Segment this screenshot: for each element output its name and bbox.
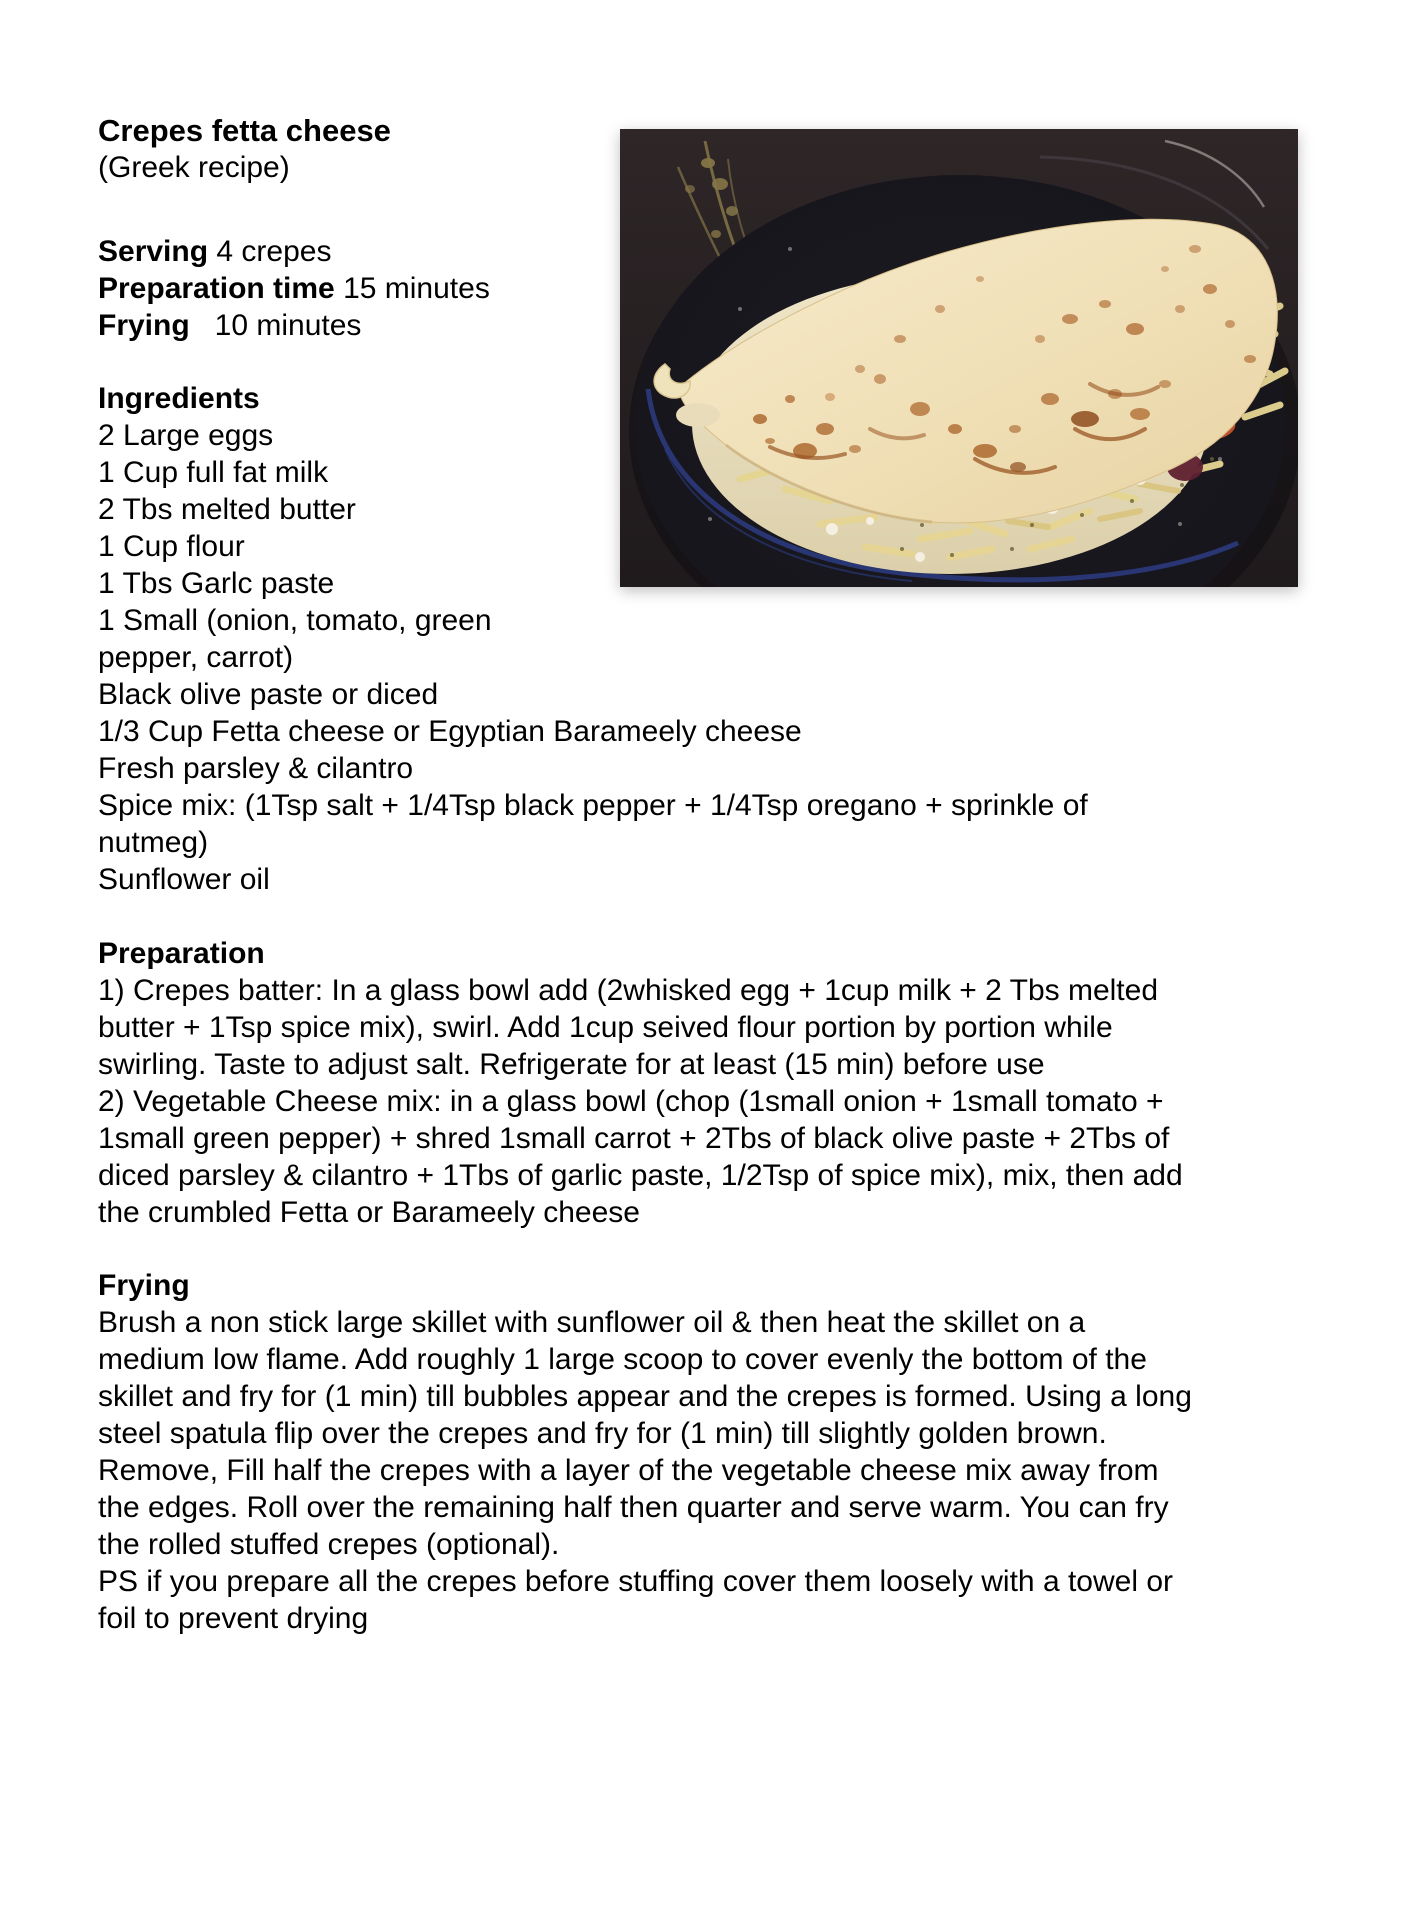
frying-text [98,1304,1328,1637]
spacer [98,898,1328,935]
preparation-line: swirling. Taste to adjust salt. Refrigerate for at least (15 min) before use [98,1048,1045,1081]
preparation-text [98,972,1328,1231]
ingredient-line: Fresh parsley & cilantro [98,752,414,785]
meta-line: Preparation time 15 minutes [98,272,490,305]
preparation-line: 1) Crepes batter: In a glass bowl add (2whisked egg + 1cup milk + 2 Tbs melted [98,974,1159,1007]
preparation-line: diced parsley & cilantro + 1Tbs of garlic paste, 1/2Tsp of spice mix), mix, then add [98,1159,1183,1192]
spacer [98,1231,1328,1267]
spacer [98,186,1328,233]
frying-line: the rolled stuffed crepes (optional). [98,1528,560,1561]
preparation-line: 1small green pepper) + shred 1small carrot + 2Tbs of black olive paste + 2Tbs of [98,1122,1170,1155]
frying-line: foil to prevent drying [98,1602,369,1635]
recipe-document [98,112,1328,1637]
frying-line: Brush a non stick large skillet with sunflower oil & then heat the skillet on a [98,1306,1086,1339]
frying-line: steel spatula flip over the crepes and fry for (1 min) till slightly golden brown. [98,1417,1107,1450]
preparation-line: butter + 1Tsp spice mix), swirl. Add 1cup seived flour portion by portion while [98,1011,1113,1044]
frying-line: skillet and fry for (1 min) till bubbles appear and the crepes is formed. Using a long [98,1380,1192,1413]
ingredient-line: 2 Tbs melted butter [98,493,356,526]
ingredient-line: 1/3 Cup Fetta cheese or Egyptian Barameely cheese [98,715,802,748]
frying-line: Remove, Fill half the crepes with a layer of the vegetable cheese mix away from [98,1454,1159,1487]
frying-line: medium low flame. Add roughly 1 large scoop to cover evenly the bottom of the [98,1343,1147,1376]
meta-line: Frying 10 minutes [98,309,362,342]
frying-heading: Frying [98,1269,190,1302]
preparation-line: 2) Vegetable Cheese mix: in a glass bowl (chop (1small onion + 1small tomato + [98,1085,1164,1118]
ingredient-line: 1 Tbs Garlc paste [98,567,335,600]
ingredient-line: 2 Large eggs [98,419,274,452]
preparation-line: the crumbled Fetta or Barameely cheese [98,1196,640,1229]
ingredients-heading: Ingredients [98,382,260,415]
frying-line: PS if you prepare all the crepes before stuffing cover them loosely with a towel or [98,1565,1174,1598]
ingredient-line: 1 Cup full fat milk [98,456,329,489]
ingredient-line: 1 Small (onion, tomato, green [98,604,492,637]
ingredient-line: pepper, carrot) [98,641,294,674]
frying-line: the edges. Roll over the remaining half then quarter and serve warm. You can fry [98,1491,1169,1524]
ingredient-line: nutmeg) [98,826,209,859]
meta-line: Serving 4 crepes [98,235,332,268]
ingredient-line: Black olive paste or diced [98,678,439,711]
ingredient-line: Spice mix: (1Tsp salt + 1/4Tsp black pepper + 1/4Tsp oregano + sprinkle of [98,789,1088,822]
spacer [98,344,1328,380]
recipe-meta [98,233,1328,344]
preparation-heading: Preparation [98,937,265,970]
ingredients-list [98,417,1328,898]
recipe-subtitle: (Greek recipe) [98,151,290,184]
recipe-title: Crepes fetta cheese [98,113,391,148]
ingredient-line: 1 Cup flour [98,530,245,563]
ingredient-line: Sunflower oil [98,863,270,896]
